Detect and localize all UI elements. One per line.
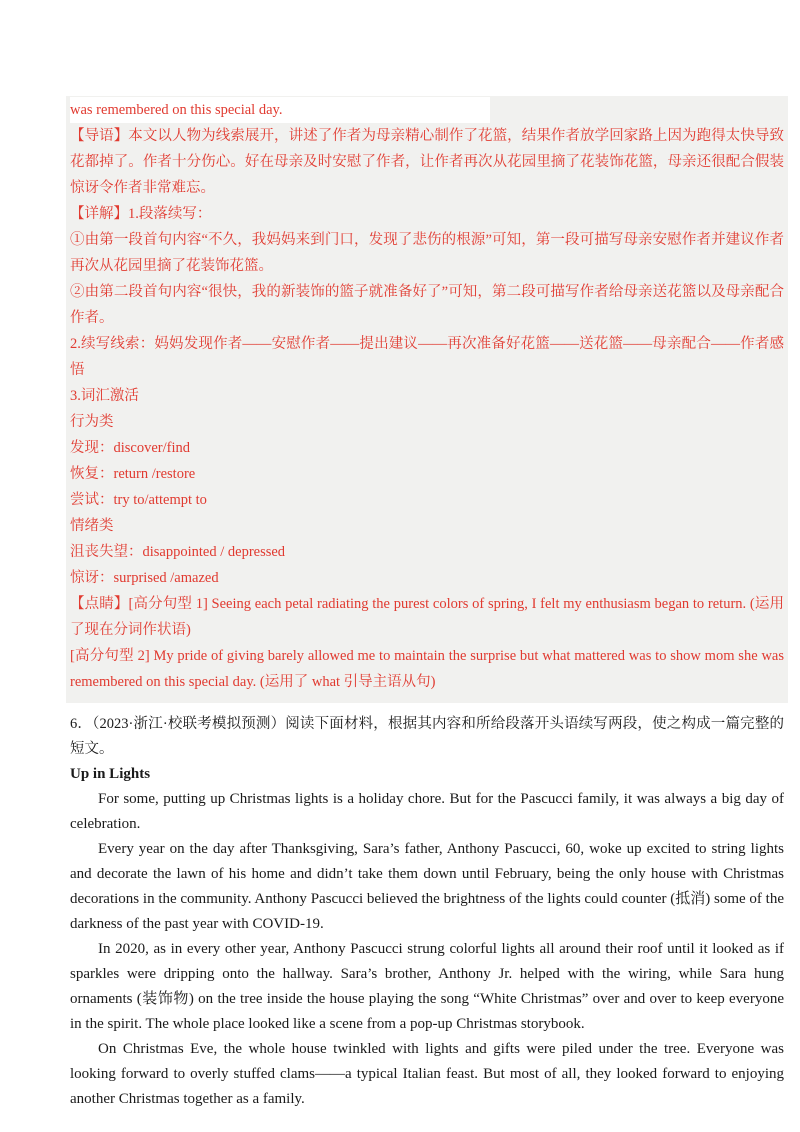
analysis-paragraph: 【点睛】[高分句型 1] Seeing each petal radiating the purest colors of spring, I felt my enthusiasm began to return. (运用了现在分词作状语) [70,596,784,638]
passage-title: Up in Lights [70,766,151,782]
analysis-paragraph-list [70,123,784,695]
question-section [70,712,784,1112]
analysis-paragraph: 恢复：return /restore [70,466,196,482]
analysis-paragraph: 3.词汇激活 [70,388,139,404]
analysis-paragraph: 【详解】1.段落续写： [70,206,212,222]
analysis-paragraph: 行为类 [70,414,114,430]
analysis-paragraph: ①由第一段首句内容“不久，我妈妈来到门口，发现了悲伤的根源”可知，第一段可描写母亲安慰作者并建议作者再次从花园里摘了花装饰花篮。 [70,232,784,274]
analysis-paragraph: [高分句型 2] My pride of giving barely allowed me to maintain the surprise but what mattered was to show mom she was remembered on this special day. (运用了 what 引导主语从句) [70,648,784,690]
answer-tail-text: was remembered on this special day. [70,97,490,123]
question-stem: 6．（2023·浙江·校联考模拟预测）阅读下面材料，根据其内容和所给段落开头语续写两段，使之构成一篇完整的短文。 [70,716,784,757]
analysis-paragraph: 惊讶：surprised /amazed [70,570,219,586]
passage-paragraph: Every year on the day after Thanksgiving, Sara’s father, Anthony Pascucci, 60, woke up excited to string lights and decorate the lawn of his home and didn’t take them down until February, being the only house with Christmas decorations in the community. Anthony Pascucci believed the brightness of the lights could counter (抵消) some of the darkness of the past year with COVID-19. [70,841,784,932]
analysis-paragraph: ②由第二段首句内容“很快，我的新装饰的篮子就准备好了”可知，第二段可描写作者给母亲送花篮以及母亲配合作者。 [70,284,784,326]
analysis-paragraph: 沮丧失望：disappointed / depressed [70,544,286,560]
analysis-paragraph: 2.续写线索：妈妈发现作者——安慰作者——提出建议——再次准备好花篮——送花篮——母亲配合——作者感悟 [70,336,784,378]
passage-paragraph: In 2020, as in every other year, Anthony Pascucci strung colorful lights all around their roof until it looked as if sparkles were dripping onto the hallway. Sara’s brother, Anthony Jr. helped with the wiring, while Sara hung ornaments (装饰物) on the tree inside the house playing the song “White Christmas” over and over to keep everyone in the spirit. The whole place looked like a scene from a pop-up Christmas storybook. [70,941,784,1032]
answer-tail-line [70,97,784,123]
passage-paragraph-list [70,787,784,1112]
analysis-paragraph: 发现：discover/find [70,440,191,456]
analysis-paragraph: 尝试：try to/attempt to [70,492,207,508]
passage-paragraph: On Christmas Eve, the whole house twinkled with lights and gifts were piled under the tree. Everyone was looking forward to overly stuffed clams——a typical Italian feast. But most of all, they looked forward to enjoying another Christmas together as a family. [70,1041,784,1107]
analysis-paragraph: 【导语】本文以人物为线索展开，讲述了作者为母亲精心制作了花篮，结果作者放学回家路上因为跑得太快导致花都掉了。作者十分伤心。好在母亲及时安慰了作者，让作者再次从花园里摘了花装饰花篮，母亲还很配合假装惊讶令作者非常难忘。 [70,128,784,196]
passage-paragraph: For some, putting up Christmas lights is a holiday chore. But for the Pascucci family, it was always a big day of celebration. [70,791,784,832]
analysis-paragraph: 情绪类 [70,518,114,534]
answer-analysis-block [66,96,788,703]
